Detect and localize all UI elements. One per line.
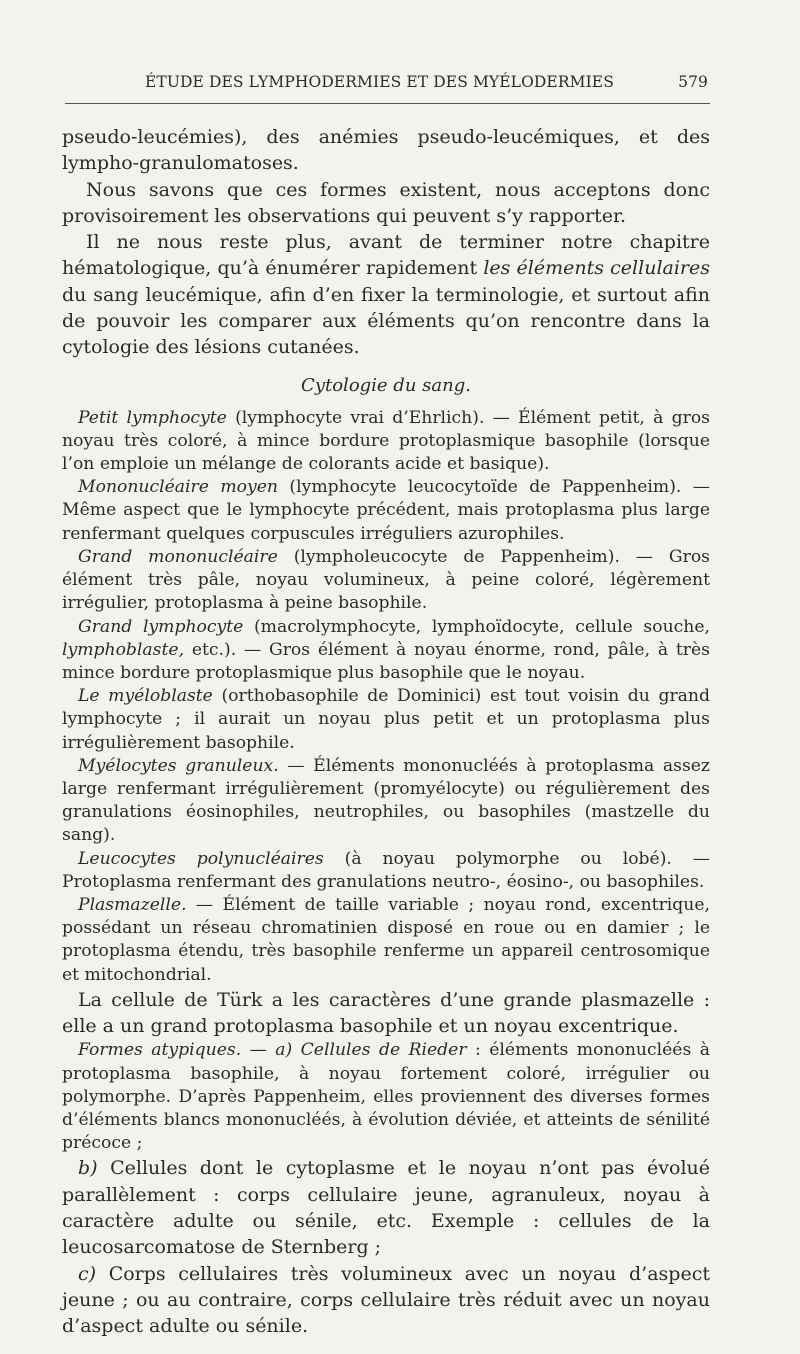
- entry-term: Cellules de Rieder: [292, 1040, 467, 1061]
- cytology-entry: [62, 685, 710, 755]
- entry-text: etc.). — Gros élément à noyau énorme, rond, pâle, à très mince bordure protoplasmique plus basophile que le noyau.: [62, 639, 710, 683]
- entry-term: Leucocytes polynucléaires: [78, 848, 324, 869]
- entry-text: —: [241, 1040, 276, 1061]
- entry-label: a): [275, 1040, 293, 1061]
- cytology-list: [62, 407, 710, 987]
- text-run: du sang leucémique, afin d’en fixer la terminologie, et surtout afin de pouvoir les comparer aux éléments qu’on rencontre dans la cytologie des lésions cutanées.: [62, 283, 710, 359]
- entry-term: Grand lymphocyte: [78, 616, 244, 637]
- atypical-forms: [62, 1039, 710, 1155]
- paragraph: Nous savons que ces formes existent, nous acceptons donc provisoirement les observations qui peuvent s’y rapporter.: [62, 178, 710, 227]
- entry-text: (orthobasophile de Dominici) est tout voisin du grand lymphocyte ; il aurait un noyau plus petit et un protoplasma plus irrégulièrement basophile.: [62, 686, 711, 753]
- entry-term: lymphoblaste,: [62, 639, 185, 660]
- atypical-entry: [62, 1261, 710, 1340]
- cytology-entry: [62, 848, 710, 894]
- cytology-entry: [62, 894, 710, 987]
- entry-label: b): [78, 1157, 98, 1180]
- running-header: [62, 73, 710, 97]
- entry-term: Le myéloblaste: [78, 686, 213, 707]
- entry-text: — Élément de taille variable ; noyau rond, excentrique, possédant un réseau chromatinien disposé en roue ou en damier ; le protoplasma étendu, très basophile renferme un appareil centrosomique et mitochondrial.: [62, 894, 710, 985]
- paragraph: pseudo-leucémies), des anémies pseudo-leucémiques, et des lympho-granulomatoses.: [62, 126, 710, 175]
- entry-term: Myélocytes granuleux.: [78, 755, 279, 776]
- italic-term: les éléments cellulaires: [483, 257, 710, 280]
- entry-term: Grand mononucléaire: [78, 546, 278, 567]
- cytology-entry: [62, 546, 710, 616]
- paragraph: [62, 229, 710, 360]
- paragraph: La cellule de Türk a les caractères d’une grande plasmazelle : elle a un grand protoplasma basophile et un noyau excentrique.: [62, 988, 710, 1038]
- cytology-entry: [62, 616, 710, 686]
- entry-text: — Éléments mononucléés à protoplasma assez large renfermant irrégulièrement (promyélocyte) ou régulièrement des granulations éosinophiles, neutrophiles, ou basophiles (mastzelle du sang).: [62, 755, 710, 846]
- atypical-entry: [62, 1155, 710, 1260]
- entry-text: (lymphocyte vrai d’Ehrlich). — Élément petit, à gros noyau très coloré, à mince bordure protoplasmique basophile (lorsque l’on emploie un mélange de colorants acide et basique).: [62, 407, 710, 475]
- section-heading: Cytologie du sang.: [301, 374, 471, 396]
- entry-label: c): [78, 1262, 97, 1285]
- entry-text: Corps cellulaires très volumineux avec un noyau d’aspect jeune ; ou au contraire, corps cellulaire très réduit avec un noyau d’aspect adulte ou sénile.: [62, 1262, 710, 1338]
- text-run: Il ne nous reste plus, avant de terminer notre chapitre hématologique, qu’à énumérer rapidement: [62, 231, 710, 280]
- atypical-entry: [62, 1039, 710, 1155]
- entry-term: Formes atypiques.: [78, 1040, 242, 1061]
- header-rule: [65, 103, 710, 104]
- running-title: ÉTUDE DES LYMPHODERMIES ET DES MYÉLODERMIES: [145, 73, 614, 91]
- entry-text: (à noyau polymorphe ou lobé). — Protoplasma renfermant des granulations neutro-, éosino-, ou basophiles.: [62, 848, 710, 892]
- entry-text: (lympholeucocyte de Pappenheim). — Gros élément très pâle, noyau volumineux, à peine coloré, légèrement irrégulier, protoplasma à peine basophile.: [62, 546, 710, 614]
- page-body: [62, 124, 710, 1339]
- entry-term: Petit lymphocyte: [78, 407, 227, 428]
- entry-text: : éléments mononucléés à protoplasma basophile, à noyau fortement coloré, irrégulier ou polymorphe. D’après Pappenheim, elles proviennent des diverses formes d’éléments blancs mononucléés, à évolution déviée, et atteints de sénilité précoce ;: [62, 1040, 710, 1154]
- cytology-entry: [62, 755, 710, 848]
- cytology-entry: [62, 407, 710, 477]
- entry-text: (lymphocyte leucocytoïde de Pappenheim). — Même aspect que le lymphocyte précédent, mais protoplasma plus large renfermant quelques corpuscules irréguliers azurophiles.: [62, 477, 710, 544]
- entry-term: Mononucléaire moyen: [78, 477, 278, 498]
- entry-term: Plasmazelle.: [78, 894, 187, 915]
- entry-text: (macrolymphocyte, lymphoïdocyte, cellule souche,: [243, 616, 711, 637]
- page-number: 579: [678, 73, 708, 91]
- cytology-entry: [62, 476, 710, 546]
- entry-text: Cellules dont le cytoplasme et le noyau n’ont pas évolué parallèlement : corps cellulaire jeune, agranuleux, noyau à caractère adulte ou sénile, etc. Exemple : cellules de la leucosarcomatose de Sternberg ;: [62, 1157, 710, 1259]
